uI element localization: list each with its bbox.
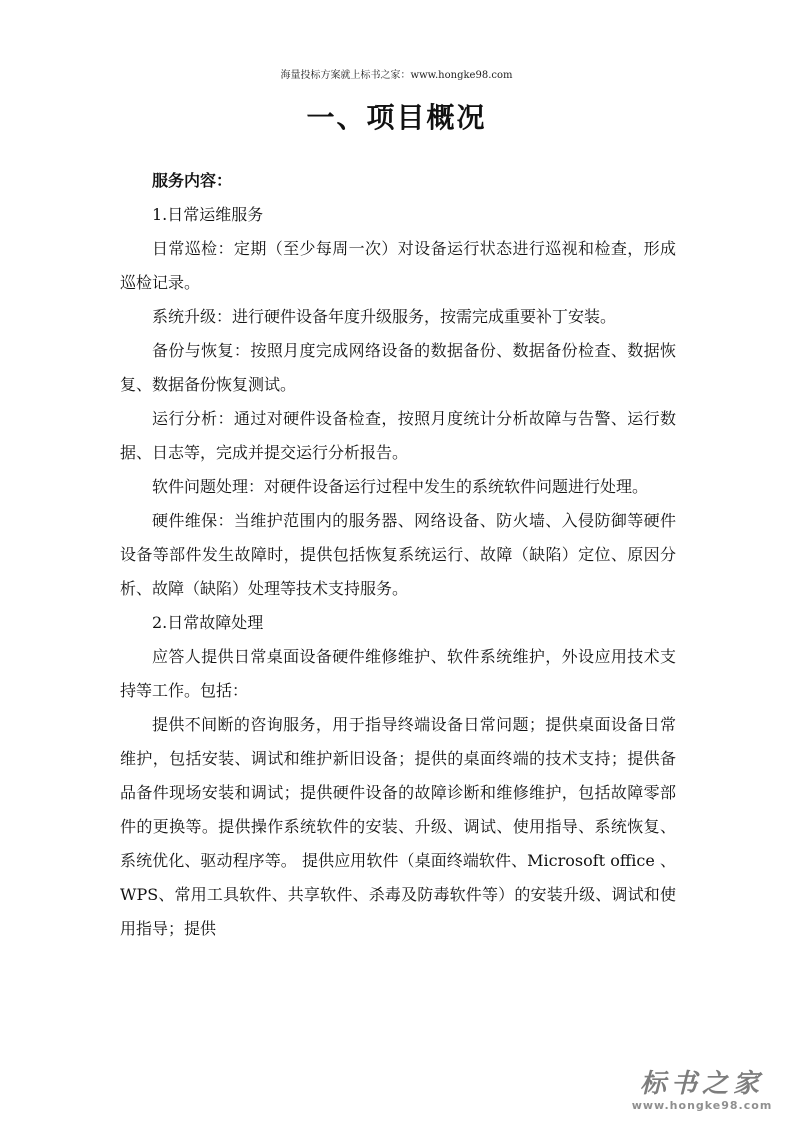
paragraph: 系统升级：进行硬件设备年度升级服务，按需完成重要补丁安装。 — [152, 307, 617, 326]
watermark-url: www.hongke98.com — [631, 1099, 773, 1112]
paragraph: 软件问题处理：对硬件设备运行过程中发生的系统软件问题进行处理。 — [152, 477, 649, 496]
paragraph: 提供不间断的咨询服务，用于指导终端设备日常问题；提供桌面设备日常维护，包括安装、调试和维护新旧设备；提供的桌面终端的技术支持；提供备品备件现场安装和调试；提供硬件设备的故障诊断和维修维护，包括故障零部件的更换等。提供操作系统软件的安装、升级、调试、使用指导、系统恢复、系统优化、驱动程序等。 提供应用软件（桌面终端软件、Microsoft office 、WPS、常用工具软件、共享软件、杀毒及防毒软件等）的安装升级、调试和使用指导；提供 — [120, 715, 676, 938]
paragraph: 应答人提供日常桌面设备硬件维修维护、软件系统维护，外设应用技术支持等工作。包括： — [120, 647, 676, 700]
watermark-logo-text: 标书之家 — [639, 1069, 764, 1099]
paragraph: 运行分析：通过对硬件设备检查，按照月度统计分析故障与告警、运行数据、日志等，完成并提交运行分析报告。 — [120, 409, 676, 462]
paragraph: 备份与恢复：按照月度完成网络设备的数据备份、数据备份检查、数据恢复、数据备份恢复测试。 — [120, 341, 676, 394]
document-body — [120, 164, 676, 946]
page-title: 一、项目概况 — [306, 101, 487, 134]
watermark-logo — [627, 1069, 777, 1112]
paragraph: 日常巡检：定期（至少每周一次）对设备运行状态进行巡视和检查，形成巡检记录。 — [120, 239, 676, 292]
paragraph: 硬件维保：当维护范围内的服务器、网络设备、防火墙、入侵防御等硬件设备等部件发生故障时，提供包括恢复系统运行、故障（缺陷）定位、原因分析、故障（缺陷）处理等技术支持服务。 — [120, 511, 676, 598]
subsection-heading: 1.日常运维服务 — [152, 205, 264, 224]
page-header: 海量投标方案就上标书之家：www.hongke98.com — [280, 70, 513, 81]
subsection-heading: 2.日常故障处理 — [152, 613, 264, 632]
section-label: 服务内容： — [152, 171, 233, 190]
